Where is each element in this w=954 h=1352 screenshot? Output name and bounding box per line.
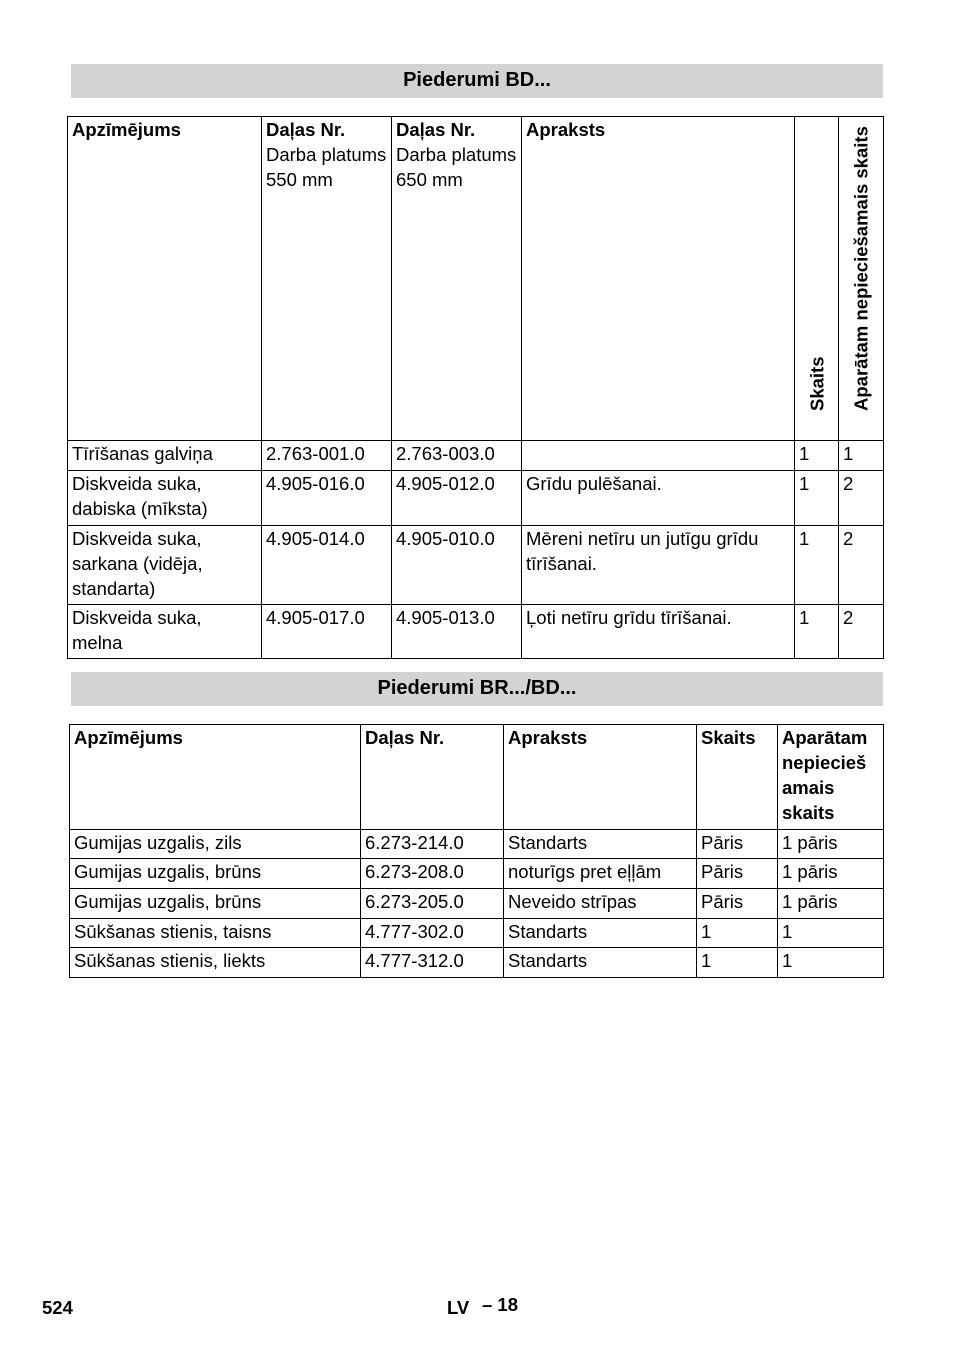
cell-required-quantity: 1 pāris	[778, 859, 884, 889]
cell-required-quantity: 1	[839, 441, 884, 471]
cell-required-quantity: 1	[778, 919, 884, 948]
cell-description: noturīgs pret eļļām	[504, 859, 697, 889]
table-row	[70, 830, 884, 859]
cell-description: Standarts	[504, 919, 697, 948]
cell-required-quantity: 1	[778, 948, 884, 978]
header-part-no-650: Daļas Nr. Darba platums 650 mm	[392, 117, 522, 441]
cell-quantity: 1	[697, 919, 778, 948]
cell-quantity: Pāris	[697, 889, 778, 919]
cell-designation: Gumijas uzgalis, brūns	[70, 859, 361, 889]
cell-designation: Gumijas uzgalis, brūns	[70, 889, 361, 919]
cell-part: 6.273-208.0	[361, 859, 504, 889]
cell-required-quantity: 1 pāris	[778, 830, 884, 859]
section-page-number: – 18	[482, 1294, 519, 1315]
cell-description: Grīdu pulēšanai.	[522, 471, 795, 526]
cell-designation: Diskveida suka, sarkana (vidēja, standarta)	[68, 526, 262, 605]
table-header-row	[68, 117, 884, 441]
section-title: Piederumi BR.../BD...	[71, 672, 883, 706]
table-row	[68, 471, 884, 526]
cell-description: Standarts	[504, 948, 697, 978]
cell-quantity: Pāris	[697, 859, 778, 889]
table-row	[70, 919, 884, 948]
cell-part: 6.273-205.0	[361, 889, 504, 919]
cell-quantity: 1	[795, 471, 839, 526]
cell-required-quantity: 2	[839, 526, 884, 605]
table-header-row	[70, 725, 884, 830]
header-description: Apraksts	[522, 117, 795, 441]
cell-quantity: 1	[795, 441, 839, 471]
cell-designation: Tīrīšanas galviņa	[68, 441, 262, 471]
cell-designation: Sūkšanas stienis, taisns	[70, 919, 361, 948]
header-quantity: Skaits	[795, 117, 839, 441]
table-row	[70, 889, 884, 919]
header-designation: Apzīmējums	[70, 725, 361, 830]
cell-required-quantity: 2	[839, 605, 884, 659]
cell-designation: Sūkšanas stienis, liekts	[70, 948, 361, 978]
cell-part-650: 4.905-010.0	[392, 526, 522, 605]
cell-part-550: 2.763-001.0	[262, 441, 392, 471]
cell-description: Mēreni netīru un jutīgu grīdu tīrīšanai.	[522, 526, 795, 605]
cell-description: Standarts	[504, 830, 697, 859]
header-quantity: Skaits	[697, 725, 778, 830]
cell-description	[522, 441, 795, 471]
header-required-quantity: Aparātam nepieciešamais skaits	[839, 117, 884, 441]
cell-required-quantity: 1 pāris	[778, 889, 884, 919]
accessories-table-br-bd	[69, 724, 884, 978]
language-code: LV	[447, 1297, 470, 1318]
header-part-no-550: Daļas Nr. Darba platums 550 mm	[262, 117, 392, 441]
cell-part-550: 4.905-016.0	[262, 471, 392, 526]
cell-part-550: 4.905-014.0	[262, 526, 392, 605]
page-number: 524	[42, 1297, 73, 1318]
header-description: Apraksts	[504, 725, 697, 830]
header-part-no: Daļas Nr.	[361, 725, 504, 830]
cell-quantity: 1	[697, 948, 778, 978]
cell-part: 6.273-214.0	[361, 830, 504, 859]
cell-designation: Diskveida suka, melna	[68, 605, 262, 659]
cell-part-550: 4.905-017.0	[262, 605, 392, 659]
cell-quantity: 1	[795, 526, 839, 605]
cell-required-quantity: 2	[839, 471, 884, 526]
cell-designation: Diskveida suka, dabiska (mīksta)	[68, 471, 262, 526]
table-row	[68, 441, 884, 471]
cell-description: Neveido strīpas	[504, 889, 697, 919]
cell-part-650: 4.905-012.0	[392, 471, 522, 526]
table-row	[68, 605, 884, 659]
accessories-table-bd	[67, 116, 884, 659]
section-title: Piederumi BD...	[71, 64, 883, 98]
header-required-quantity: Aparātam nepiecieš amais skaits	[778, 725, 884, 830]
cell-quantity: 1	[795, 605, 839, 659]
table-row	[70, 948, 884, 978]
cell-part: 4.777-312.0	[361, 948, 504, 978]
cell-quantity: Pāris	[697, 830, 778, 859]
header-designation: Apzīmējums	[68, 117, 262, 441]
cell-part: 4.777-302.0	[361, 919, 504, 948]
cell-description: Ļoti netīru grīdu tīrīšanai.	[522, 605, 795, 659]
cell-part-650: 2.763-003.0	[392, 441, 522, 471]
cell-designation: Gumijas uzgalis, zils	[70, 830, 361, 859]
table-row	[68, 526, 884, 605]
table-row	[70, 859, 884, 889]
cell-part-650: 4.905-013.0	[392, 605, 522, 659]
